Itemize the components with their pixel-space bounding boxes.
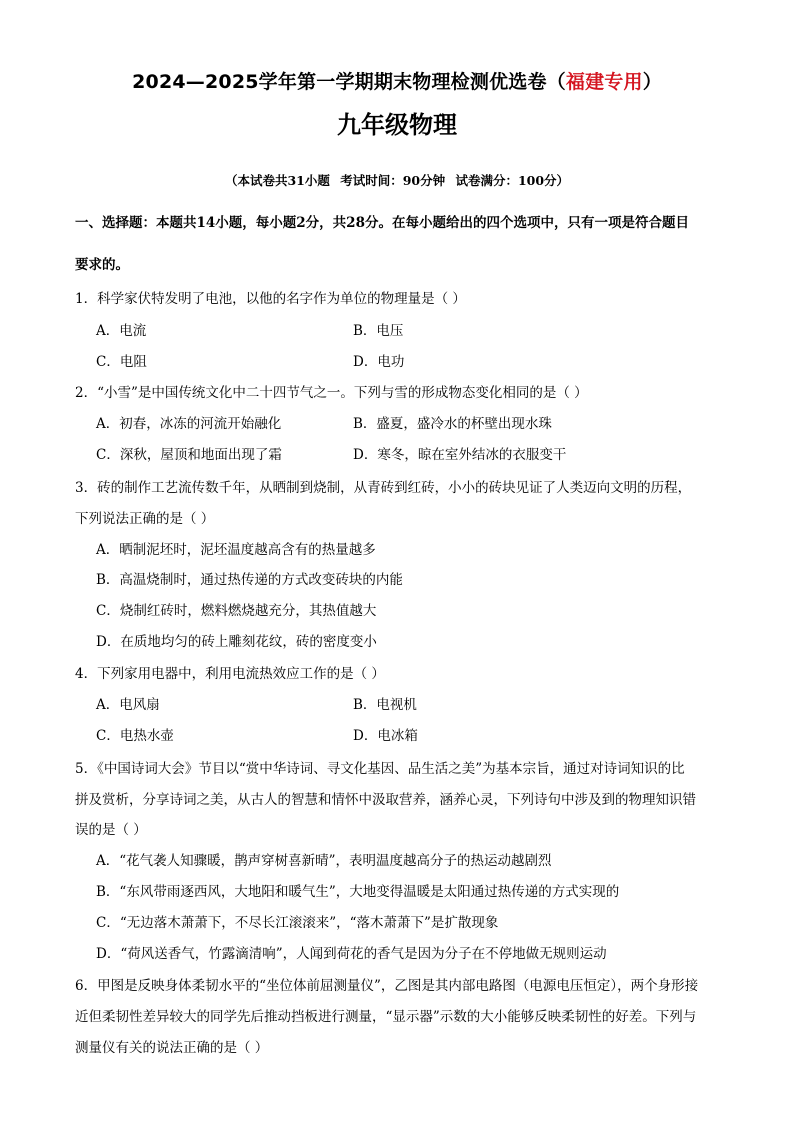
exam-title [0,67,794,94]
question-2-stem: 2．“小雪”是中国传统文化中二十四节气之一。下列与雪的形成物态变化相同的是（ ） [75,385,588,401]
question-3-stem-line-1: 3．砖的制作工艺流传数千年，从晒制到烧制，从青砖到红砖，小小的砖块见证了人类迈向文明的历程， [75,480,692,496]
exam-title-close: ） [642,71,662,93]
question-4-stem: 4．下列家用电器中，利用电流热效应工作的是（ ） [75,666,385,682]
exam-title-region: 福建专用 [565,71,643,93]
question-1-option-c: C．电阻 [96,354,147,370]
question-1-stem: 1．科学家伏特发明了电池，以他的名字作为单位的物理量是（ ） [75,291,466,307]
question-5-stem-line-3: 误的是（ ） [75,822,147,838]
section-instruction-line-2: 要求的。 [75,257,129,273]
question-3-option-b: B．高温烧制时，通过热传递的方式改变砖块的内能 [96,572,403,588]
exam-info: （本试卷共31小题 考试时间：90分钟 试卷满分：100分） [224,173,570,188]
question-4-option-a: A．电风扇 [96,697,160,713]
question-5-option-c: C．“无边落木萧萧下，不尽长江滚滚来”，“落木萧萧下”是扩散现象 [96,915,499,931]
question-6-stem-line-1: 6．甲图是反映身体柔韧水平的“坐位体前屈测量仪”，乙图是其内部电路图（电源电压恒定），两个身形接 [75,978,699,994]
question-4-option-b: B．电视机 [353,697,417,713]
exam-title-main: 2024—2025学年第一学期期末物理检测优选卷（ [132,71,566,93]
question-2-option-d: D．寒冬，晾在室外结冰的衣服变干 [353,447,567,463]
question-3-option-c: C．烧制红砖时，燃料燃烧越充分，其热值越大 [96,603,377,619]
question-3-option-a: A．晒制泥坯时，泥坯温度越高含有的热量越多 [96,542,376,558]
question-5-option-b: B．“东风带雨逐西风，大地阳和暖气生”，大地变得温暖是太阳通过热传递的方式实现的 [96,884,620,900]
question-2-option-c: C．深秋，屋顶和地面出现了霜 [96,447,282,463]
question-1-option-d: D．电功 [353,354,405,370]
exam-subtitle: 九年级物理 [337,111,457,139]
question-4-option-d: D．电冰箱 [353,728,418,744]
question-5-option-a: A．“花气袭人知骤暖，鹊声穿树喜新晴”，表明温度越高分子的热运动越剧烈 [96,853,552,869]
question-6-stem-line-2: 近但柔韧性差异较大的同学先后推动挡板进行测量，“显示器”示数的大小能够反映柔韧性的好差。下列与 [75,1009,697,1025]
question-3-option-d: D．在质地均匀的砖上雕刻花纹，砖的密度变小 [96,634,377,650]
question-3-stem-line-2: 下列说法正确的是（ ） [75,511,215,527]
question-5-stem-line-2: 拼及赏析，分享诗词之美，从古人的智慧和情怀中汲取营养，涵养心灵，下列诗句中涉及到的物理知识错 [75,792,696,808]
question-2-option-a: A．初春，冰冻的河流开始融化 [96,416,282,432]
section-instruction-line-1: 一、选择题：本题共14小题，每小题2分，共28分。在每小题给出的四个选项中，只有一项是符合题目 [75,215,689,231]
question-5-stem-line-1: 5．《中国诗词大会》节目以“赏中华诗词、寻文化基因、品生活之美”为基本宗旨，通过对诗词知识的比 [75,761,685,777]
question-6-stem-line-3: 测量仪有关的说法正确的是（ ） [75,1040,269,1056]
question-1-option-b: B．电压 [353,323,404,339]
question-2-option-b: B．盛夏，盛冷水的杯壁出现水珠 [353,416,552,432]
question-4-option-c: C．电热水壶 [96,728,174,744]
question-1-option-a: A．电流 [96,323,147,339]
question-5-option-d: D．“荷风送香气，竹露滴清响”，人闻到荷花的香气是因为分子在不停地做无规则运动 [96,946,607,962]
